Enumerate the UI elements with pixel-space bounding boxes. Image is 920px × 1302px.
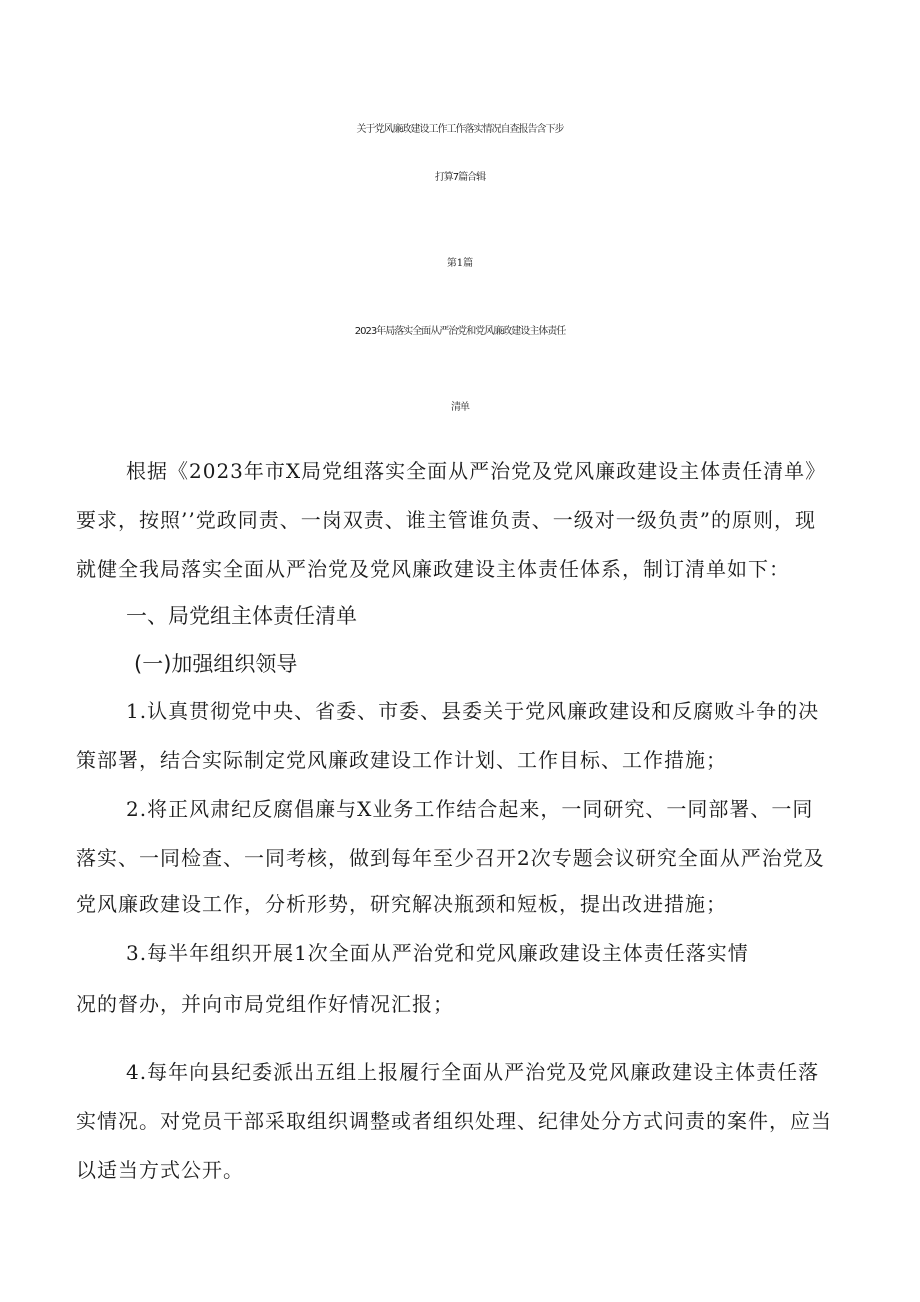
- item-3-line-2: 况的督办，并向市局党组作好情况汇报；: [76, 992, 454, 1016]
- subtitle-line-2: 清单: [451, 402, 469, 413]
- intro-line-3: 就健全我局落实全面从严治党及党风廉政建设主体责任体系，制订清单如下：: [76, 557, 790, 581]
- item-2-line-3: 党风廉政建设工作，分析形势，研究解决瓶颈和短板，提出改进措施；: [76, 892, 727, 916]
- section-heading-1: 一、局党组主体责任清单: [126, 604, 357, 628]
- item-2-line-1: 2.将正风肃纪反腐倡廉与X业务工作结合起来，一同研究、一同部署、一同: [126, 797, 814, 821]
- item-2-line-2: 落实、一同检查、一同考核，做到每年至少召开2次专题会议研究全面从严治党及: [76, 846, 825, 870]
- item-4-line-1: 4.每年向县纪委派出五组上报履行全面从严治党及党风廉政建设主体责任落: [126, 1060, 820, 1084]
- chapter-label: 第1篇: [446, 258, 474, 269]
- item-3-line-1: 3.每半年组织开展1次全面从严治党和党风廉政建设主体责任落实情: [126, 941, 749, 965]
- subtitle-line-1: 2023年局落实全面从严治党和党风廉政建设主体责任: [354, 326, 566, 337]
- document-title-line-1: 关于党风廉政建设工作工作落实情况自查报告含下步: [356, 124, 564, 135]
- subsection-heading-1: (一)加强组织领导: [134, 652, 298, 676]
- item-1-line-2: 策部署，结合实际制定党风廉政建设工作计划、工作目标、工作措施；: [76, 748, 727, 772]
- document-title-line-2: 打算7篇合辑: [434, 172, 486, 183]
- intro-line-2: 要求，按照’’党政同责、一岗双责、谁主管谁负责、一级对一级负责”的原则，现: [76, 508, 816, 532]
- intro-line-1: 根据《2023年市X局党组落实全面从严治党及党风廉政建设主体责任清单》: [126, 459, 827, 483]
- item-4-line-3: 以适当方式公开。: [76, 1158, 244, 1182]
- item-1-line-1: 1.认真贯彻党中央、省委、市委、县委关于党风廉政建设和反腐败斗争的决: [126, 699, 820, 723]
- item-4-line-2: 实情况。对党员干部采取组织调整或者组织处理、纪律处分方式问责的案件，应当: [76, 1109, 832, 1133]
